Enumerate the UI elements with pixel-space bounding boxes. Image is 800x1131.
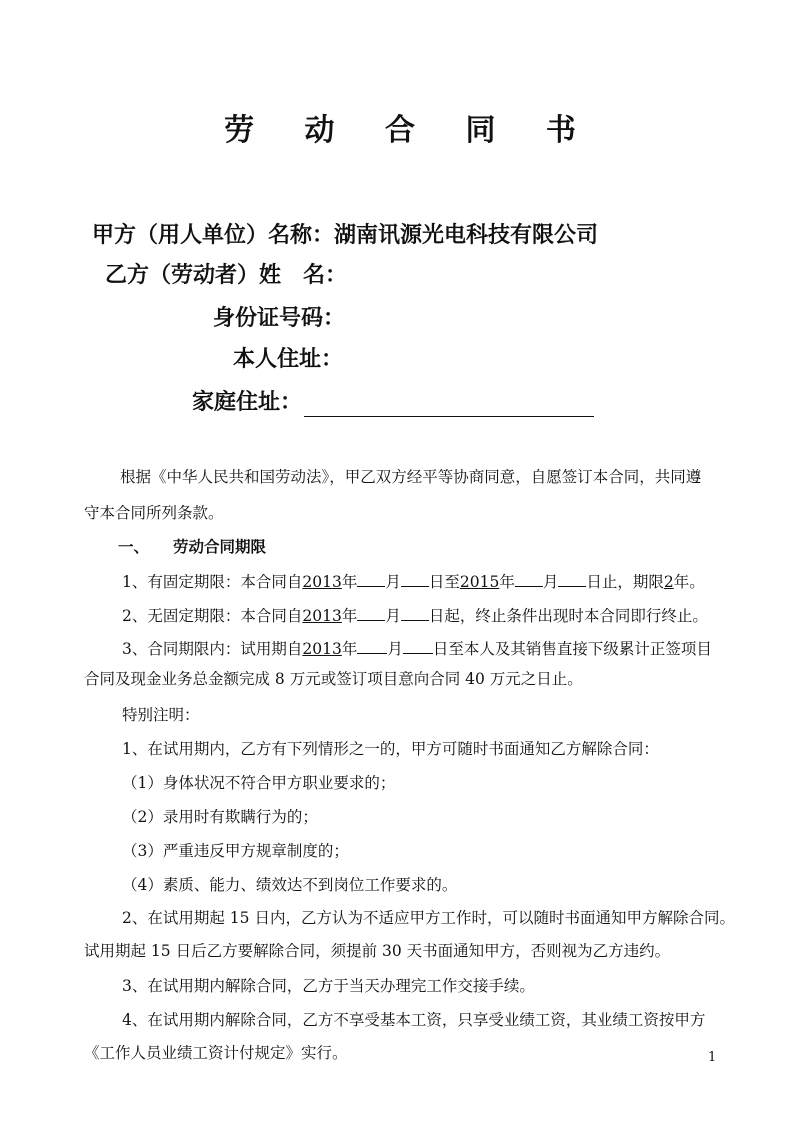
term-item-2 [122, 604, 708, 626]
note-2-line-1: 2、在试用期起 15 日内，乙方认为不适应甲方工作时，可以随时书面通知甲方解除合同。 [122, 909, 735, 927]
month-label: 月 [387, 640, 403, 658]
term-item-2-text: 2、无固定期限：本合同自 [122, 607, 303, 625]
term-item-3 [122, 637, 712, 659]
day-blank [401, 604, 429, 621]
party-b-name-label-suffix: 名： [303, 263, 348, 288]
year-label: 年 [341, 607, 358, 625]
day-blank [401, 570, 429, 587]
term-item-1-text: 1、有固定期限：本合同自 [122, 573, 303, 591]
condition-3: （3）严重违反甲方规章制度的； [122, 842, 349, 860]
home-address-label: 家庭住址： [192, 390, 303, 415]
document-title: 劳 动 合 同 书 [224, 113, 596, 148]
day-blank [403, 637, 433, 654]
note-2-line-2: 试用期起 15 日后乙方要解除合同，须提前 30 天书面通知甲方，否则视为乙方违约。 [84, 942, 671, 960]
probation-start-year: 2013 [302, 640, 342, 658]
end-year: 2015 [459, 573, 500, 591]
year-label: 年 [341, 640, 358, 658]
term-years: 2 [663, 573, 674, 591]
note-3: 3、在试用期内解除合同，乙方于当天办理完工作交接手续。 [122, 977, 535, 995]
month-label: 月 [385, 573, 401, 591]
special-note-title: 特别注明： [122, 706, 200, 724]
month-blank [515, 570, 543, 587]
month-blank [357, 570, 385, 587]
party-b-name-label-prefix: 乙方（劳动者）姓 [105, 263, 282, 288]
home-address-blank [304, 394, 594, 417]
term-item-2-end: 日起，终止条件出现时本合同即行终止。 [428, 607, 708, 625]
term-item-3-text: 3、合同期限内：试用期自 [122, 640, 303, 658]
start-year: 2013 [302, 607, 342, 625]
section-title: 劳动合同期限 [173, 538, 267, 556]
year-label: 年 [499, 573, 515, 591]
term-item-3-end: 日至本人及其销售直接下级累计正签项目 [432, 640, 712, 658]
note-4-line-2: 《工作人员业绩工资计付规定》实行。 [84, 1044, 348, 1062]
id-number-line: 身份证号码： [213, 306, 346, 331]
month-label: 月 [542, 573, 559, 591]
note-4-line-1: 4、在试用期内解除合同，乙方不享受基本工资，只享受业绩工资，其业绩工资按甲方 [122, 1011, 706, 1029]
start-year: 2013 [302, 573, 342, 591]
condition-2: （2）录用时有欺瞒行为的； [122, 808, 318, 826]
term-label: 日止，期限 [586, 573, 664, 591]
personal-address-line: 本人住址： [233, 347, 344, 372]
until-label: 日至 [428, 573, 460, 591]
year-label: 年 [341, 573, 358, 591]
month-blank [357, 604, 385, 621]
month-label: 月 [385, 607, 401, 625]
home-address-line [192, 389, 594, 417]
party-a-name: 湖南讯源光电科技有限公司 [334, 223, 599, 248]
intro-line-1: 根据《中华人民共和国劳动法》，甲乙双方经平等协商同意，自愿签订本合同，共同遵 [120, 468, 702, 486]
condition-4: （4）素质、能力、绩效达不到岗位工作要求的。 [122, 876, 458, 894]
month-blank [357, 637, 387, 654]
term-item-3-line-2: 合同及现金业务总金额完成 8 万元或签订项目意向合同 40 万元之日止。 [84, 670, 583, 688]
party-a-label: 甲方（用人单位）名称： [92, 223, 335, 248]
term-unit: 年。 [673, 573, 705, 591]
intro-line-2: 守本合同所列条款。 [84, 504, 224, 522]
term-item-1 [122, 570, 705, 592]
party-b-name-line [105, 262, 347, 290]
page-number: 1 [708, 1050, 717, 1065]
day-blank [558, 570, 586, 587]
section-heading [118, 537, 266, 557]
section-number: 一、 [118, 538, 150, 556]
condition-1: （1）身体状况不符合甲方职业要求的； [122, 774, 396, 792]
note-1: 1、在试用期内，乙方有下列情形之一的，甲方可随时书面通知乙方解除合同： [122, 740, 659, 758]
party-a-line [92, 222, 598, 250]
